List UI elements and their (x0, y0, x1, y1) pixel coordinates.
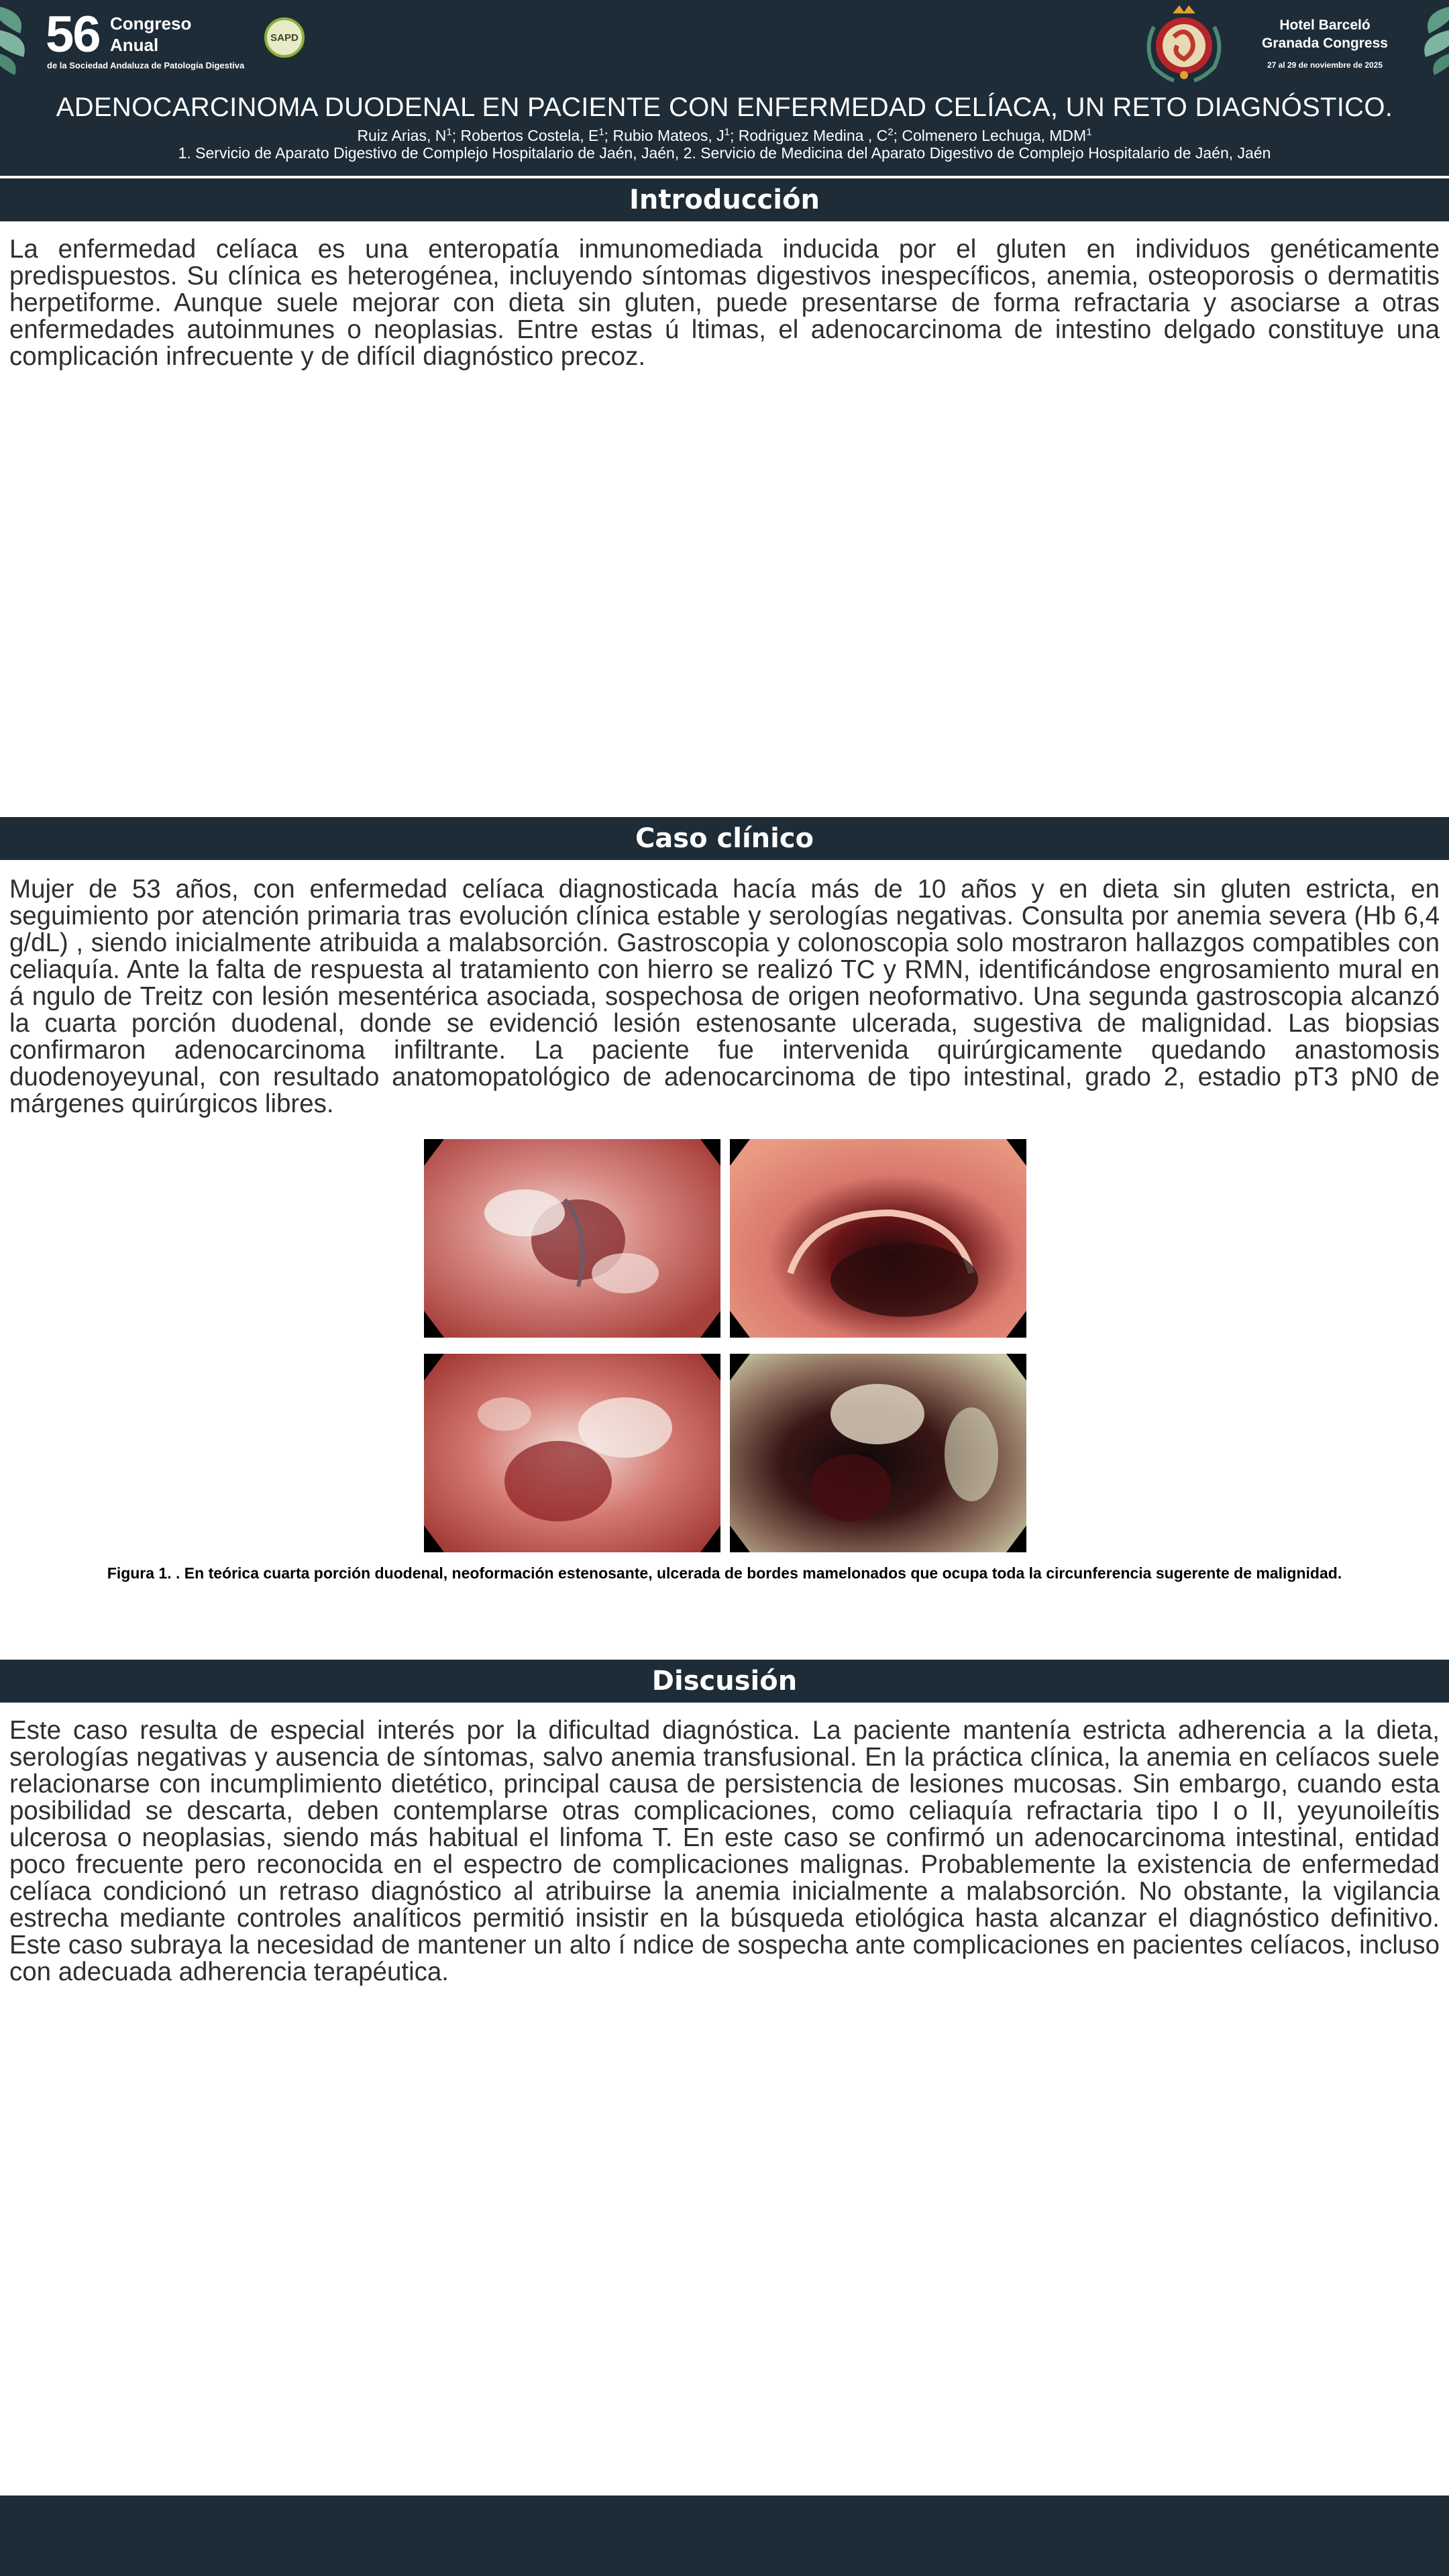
author-separator: ; (451, 127, 461, 144)
author-name: Ruiz Arias, N (357, 127, 447, 144)
poster-title: ADENOCARCINOMA DUODENAL EN PACIENTE CON ENFERMEDAD CELÍACA, UN RETO DIAGNÓSTICO. (56, 93, 1393, 122)
edition-word-congreso: Congreso (110, 13, 192, 34)
author-name: Rodriguez Medina , C (738, 127, 888, 144)
poster-header (0, 0, 1449, 176)
author-name: Colmenero Lechuga, MDM (902, 127, 1087, 144)
author-separator: ; (604, 127, 613, 144)
section-heading-intro: Introducción (0, 178, 1449, 221)
affiliation: 1. Servicio de Aparato Digestivo de Complejo Hospitalario de Jaén, Jaén, 2. Servicio de Medicina del Aparato Digestivo de Complejo Hospitalario de Jaén, Jaén (178, 144, 1271, 162)
author-affiliation-number: 1 (724, 126, 730, 138)
author-affiliation-number: 1 (1086, 126, 1092, 138)
discusion-paragraph: Este caso resulta de especial interés por la dificultad diagnóstica. La paciente mantenía estricta adherencia a la dieta, serologías negativas y ausencia de síntomas, salvo anemia transfusional. En la práctica clínica, la anemia en celíacos suele relacionarse con incumplimiento dietético, principal causa de persistencia de lesiones mucosas. Sin embargo, cuando esta posibilidad se descarta, deben contemplarse otras complicaciones, como celiaquía refractaria tipo I o II, yeyunoileítis ulcerosa o neoplasias, siendo más habitual el linfoma T. En este caso se confirmó un adenocarcinoma intestinal, entidad poco frecuente pero reconocida en el espectro de complicaciones malignas. Probablemente la existencia de enfermedad celíaca condicionó un retraso diagnóstico al atribuirse la anemia inicialmente a malabsorción. No obstante, la vigilancia estrecha mediante controles analíticos permitió insistir en la búsqueda etiológica hasta alcanzar el diagnóstico definitivo. Este caso subraya la necesidad de mantener un alto í ndice de sospecha ante complicaciones en pacientes celíacos, incluso con adecuada adherencia terapéutica. (9, 1716, 1440, 1986)
venue-dates: 27 al 29 de noviembre de 2025 (1267, 60, 1383, 70)
endoscopy-image-3 (424, 1354, 720, 1552)
endoscopy-image-2 (730, 1139, 1026, 1338)
congress-logo (46, 6, 299, 72)
author-separator: ; (893, 127, 902, 144)
sapd-logo (264, 17, 305, 58)
author-list (0, 126, 1449, 145)
society-name: de la Sociedad Andaluza de Patología Digestiva (47, 60, 245, 70)
venue-hotel: Hotel Barceló (1279, 17, 1371, 33)
leaf-decoration-icon (0, 0, 40, 80)
leaf-decoration-icon (1409, 0, 1449, 80)
author-affiliation-number: 1 (598, 126, 604, 138)
figure-caption: Figura 1. . En teórica cuarta porción duodenal, neoformación estenosante, ulcerada de bordes mamelonados que ocupa toda la circunferencia sugerente de malignidad. (107, 1564, 1342, 1582)
author-affiliation-number: 1 (446, 126, 452, 138)
endoscopy-image-1 (424, 1139, 720, 1338)
edition-number: 56 (46, 6, 100, 63)
intro-paragraph: La enfermedad celíaca es una enteropatía inmunomediada inducida por el gluten en individuos genéticamente predispuestos. Su clínica es heterogénea, incluyendo síntomas digestivos inespecíficos, anemia, osteoporosis o dermatitis herpetiforme. Aunque suele mejorar con dieta sin gluten, puede presentarse de forma refractaria y asociarse a otras enfermedades autoinmunes o neoplasias. Entre estas ú ltimas, el adenocarcinoma de intestino delgado constituye una complicación infrecuente y de difícil diagnóstico precoz. (9, 235, 1440, 371)
endoscopy-figure (424, 1139, 1026, 1552)
venue-name: Granada Congress (1262, 36, 1388, 51)
author-name: Rubio Mateos, J (612, 127, 724, 144)
author-name: Robertos Costela, E (460, 127, 599, 144)
author-affiliation-number: 2 (888, 126, 894, 138)
venue-info (1254, 16, 1395, 70)
section-heading-caso: Caso clínico (0, 817, 1449, 860)
section-heading-discusion: Discusión (0, 1660, 1449, 1703)
endoscopy-image-4 (730, 1354, 1026, 1552)
caso-paragraph: Mujer de 53 años, con enfermedad celíaca diagnosticada hacía más de 10 años y en dieta sin gluten estricta, en seguimiento por atención primaria tras evolución clínica estable y serologías negativas. Consulta por anemia severa (Hb 6,4 g/dL) , siendo inicialmente atribuida a malabsorción. Gastroscopia y colonoscopia solo mostraron hallazgos compatibles con celiaquía. Ante la falta de respuesta al tratamiento con hierro se realizó TC y RMN, identificándose engrosamiento mural en á ngulo de Treitz con lesión mesentérica asociada, sospechosa de origen neoformativo. Una segunda gastroscopia alcanzó la cuarta porción duodenal, donde se evidenció lesión estenosante ulcerada, sugestiva de malignidad. Las biopsias confirmaron adenocarcinoma infiltrante. La paciente fue intervenida quirúrgicamente quedando anastomosis duodenoyeyunal, con resultado anatomopatológico de adenocarcinoma de tipo intestinal, grado 2, estadio pT3 pN0 de márgenes quirúrgicos libres. (9, 875, 1440, 1118)
edition-word-anual: Anual (110, 35, 159, 55)
author-separator: ; (730, 127, 739, 144)
poster-footer (0, 2496, 1449, 2576)
sapd-logo-text: SAPD (270, 32, 299, 44)
granada-emblem-icon (1140, 0, 1228, 84)
